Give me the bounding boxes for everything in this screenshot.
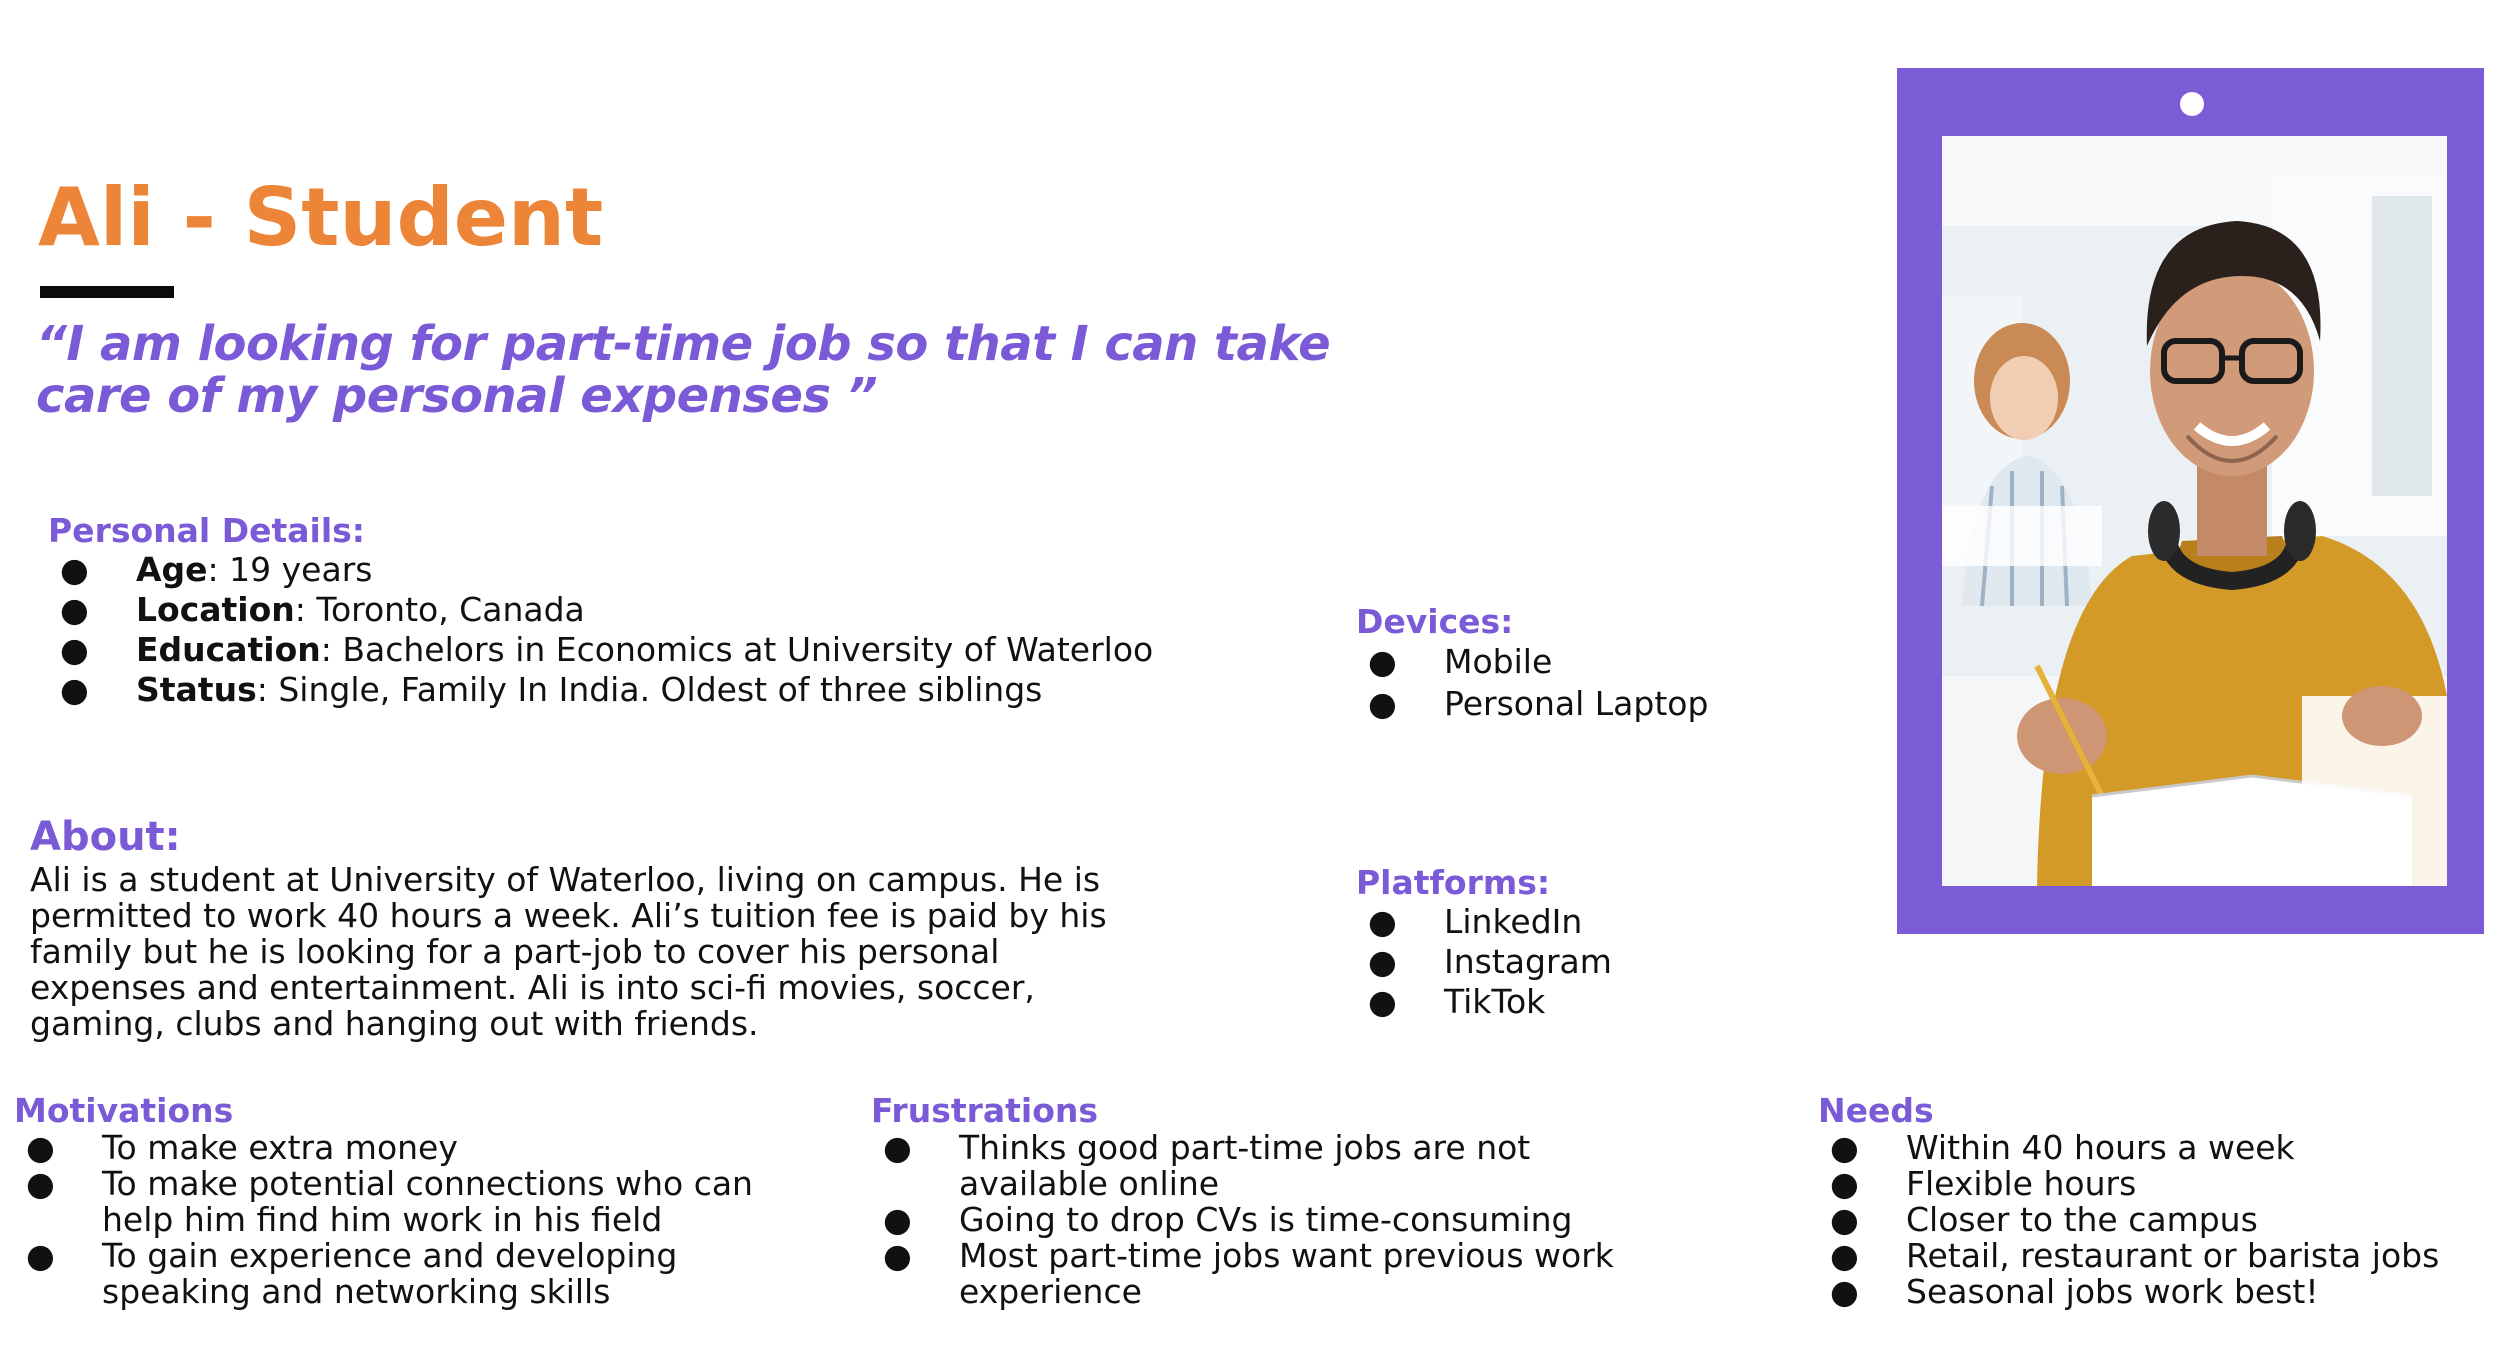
need-text: Within 40 hours a week [1906,1128,2295,1167]
list-item [1818,1274,2488,1310]
list-item [1356,641,1708,683]
detail-value: : Toronto, Canada [294,590,585,629]
needs-heading: Needs [1818,1091,1934,1130]
list-item [1818,1130,2488,1166]
list-item [871,1130,1661,1202]
personal-details-heading: Personal Details: [48,511,365,550]
bullet-icon: ● [1368,982,1397,1021]
motivation-text: To make potential connections who can help him find him work in his field [102,1164,753,1239]
list-item [871,1202,1661,1238]
list-item [48,670,1153,710]
devices-heading: Devices: [1356,602,1514,641]
bullet-icon: ● [1368,902,1397,941]
need-text: Flexible hours [1906,1164,2137,1203]
frustration-text: Most part-time jobs want previous work experience [959,1236,1614,1311]
bullet-icon: ● [60,670,89,709]
bullet-icon: ● [60,550,89,589]
list-item [48,630,1153,670]
bullet-icon: ● [26,1164,55,1203]
frustrations-list [871,1130,1661,1310]
platforms-section [1356,864,1612,1022]
title-underline [40,286,174,298]
persona-title: Ali - Student [38,171,604,264]
list-item [1356,982,1612,1022]
platforms-list [1356,902,1612,1022]
platform-label: TikTok [1444,982,1546,1021]
bullet-icon: ● [60,590,89,629]
bullet-icon: ● [1830,1272,1859,1311]
detail-value: : Bachelors in Economics at University of Waterloo [320,630,1154,669]
list-item [1356,683,1708,725]
platform-label: LinkedIn [1444,902,1583,941]
detail-label: Status [136,670,257,709]
list-item [14,1238,804,1310]
bullet-icon: ● [1368,642,1397,681]
motivation-text: To make extra money [102,1128,458,1167]
bullet-icon: ● [883,1128,912,1167]
about-text: Ali is a student at University of Waterloo, living on campus. He is permitted to work 40 hours a week. Ali’s tuition fee is paid by his family but he is looking for a part-job to cover his personal expenses and entertainment. Ali is into sci-fi movies, soccer, gaming, clubs and hanging out with friends. [30,860,1107,1043]
need-text: Seasonal jobs work best! [1906,1272,2319,1311]
camera-dot-icon [2180,92,2204,116]
frustration-text: Thinks good part-time jobs are not available online [959,1128,1531,1203]
device-label: Personal Laptop [1444,684,1709,723]
frustrations-section [871,1092,1661,1310]
motivations-list [14,1130,804,1310]
need-text: Closer to the campus [1906,1200,2258,1239]
list-item [14,1130,804,1166]
bullet-icon: ● [1368,684,1397,723]
devices-section [1356,603,1708,725]
bullet-icon: ● [26,1128,55,1167]
detail-label: Location [136,590,295,629]
devices-list [1356,641,1708,725]
bullet-icon: ● [1830,1164,1859,1203]
platform-label: Instagram [1444,942,1612,981]
bullet-icon: ● [1830,1128,1859,1167]
bullet-icon: ● [60,630,89,669]
list-item [1818,1202,2488,1238]
device-label: Mobile [1444,642,1553,681]
detail-label: Education [136,630,321,669]
list-item [871,1238,1661,1310]
bullet-icon: ● [1830,1236,1859,1275]
detail-value: : 19 years [207,550,373,589]
list-item [1818,1166,2488,1202]
motivations-heading: Motivations [14,1091,234,1130]
need-text: Retail, restaurant or barista jobs [1906,1236,2440,1275]
list-item [1356,902,1612,942]
list-item [1356,942,1612,982]
list-item [48,590,1153,630]
list-item [14,1166,804,1238]
bullet-icon: ● [883,1236,912,1275]
persona-quote: “I am looking for part-time job so that I can take care of my personal expenses ” [36,316,1331,424]
bullet-icon: ● [26,1236,55,1275]
motivations-section [14,1092,804,1310]
frustration-text: Going to drop CVs is time-consuming [959,1200,1573,1239]
bullet-icon: ● [1830,1200,1859,1239]
detail-label: Age [136,550,208,589]
detail-value: : Single, Family In India. Oldest of three siblings [256,670,1043,709]
list-item [48,550,1153,590]
list-item [1818,1238,2488,1274]
platforms-heading: Platforms: [1356,863,1551,902]
needs-section [1818,1092,2488,1310]
personal-details-section [48,512,1153,710]
motivation-text: To gain experience and developing speaking and networking skills [102,1236,678,1311]
needs-list [1818,1130,2488,1310]
student-photo [1942,136,2447,886]
about-heading: About: [30,814,181,860]
frustrations-heading: Frustrations [871,1091,1099,1130]
bullet-icon: ● [883,1200,912,1239]
personal-details-list [48,550,1153,710]
photo-frame [1897,68,2484,934]
bullet-icon: ● [1368,942,1397,981]
